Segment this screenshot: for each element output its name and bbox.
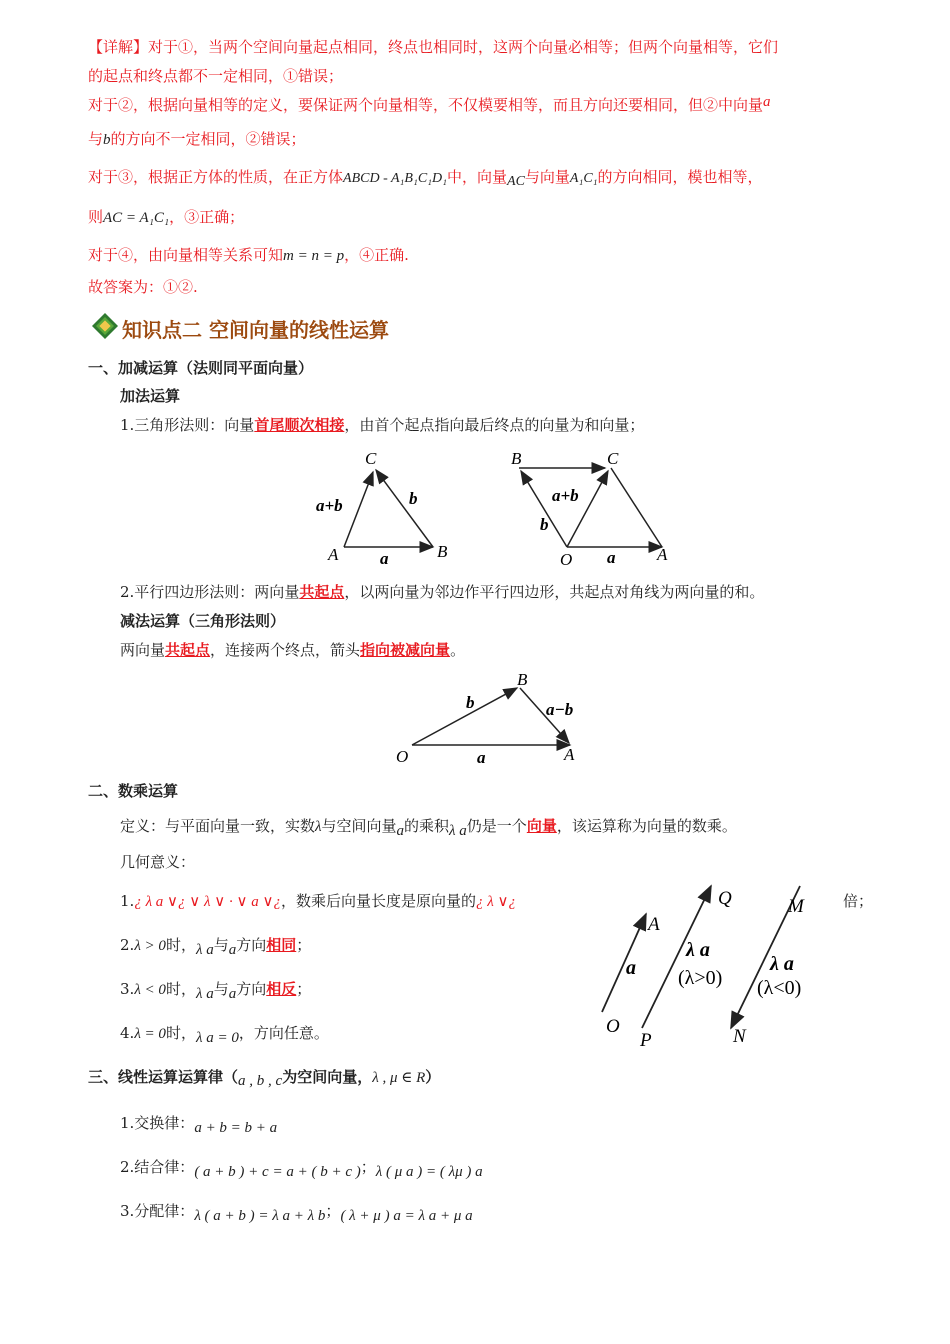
sub-label-diff: a−b: [546, 700, 574, 719]
explain-para-2a: 对于②，根据向量相等的定义，要保证两个向量相等，不仅模要相等，而且方向还要相同，但②中向量a: [88, 94, 771, 114]
sub-label-A: A: [564, 745, 575, 764]
para-label-A: A: [657, 545, 668, 564]
law-associative: 2.结合律：( a + b ) + c = a + ( b + c )；λ ( μ a ) = ( λμ ) a: [120, 1158, 483, 1180]
scalar-label-Q: Q: [718, 888, 732, 909]
geo-item-1-suffix: 倍；: [843, 892, 874, 910]
sub-label-b: b: [466, 693, 475, 712]
explain-para-1b: 的起点和终点都不一定相同，①错误；: [88, 67, 344, 85]
explain-tag: 【详解】: [88, 38, 149, 56]
scalar-label-la2: λ a: [770, 953, 794, 975]
tri-label-b: b: [409, 489, 418, 508]
sub-label-O: O: [396, 747, 409, 766]
scalar-label-M: M: [788, 896, 804, 917]
diamond-icon: [92, 312, 122, 342]
explain-para-4: 对于④，由向量相等关系可知m = n = p，④正确.: [88, 246, 409, 264]
sub-label-B: B: [517, 670, 528, 689]
explain-para-3b: 则AC = A₁C₁，③正确；: [88, 208, 245, 226]
para-label-C: C: [607, 449, 619, 468]
tri-label-B: B: [437, 542, 448, 561]
section-3-title: 三、线性运算运算律（a , b , c为空间向量，λ , μ ∈ R）: [88, 1068, 441, 1089]
tri-label-sum: a+b: [316, 496, 343, 515]
explain-para-2b: 与b的方向不一定相同，②错误；: [88, 130, 306, 148]
tri-label-a: a: [380, 549, 389, 568]
scalar-label-c2: (λ<0): [757, 977, 802, 999]
section-2-title: 二、数乘运算: [88, 782, 179, 800]
scalar-label-c1: (λ>0): [678, 967, 723, 989]
scalar-label-A: A: [648, 914, 660, 935]
knowledge-title: 知识点二 空间向量的线性运算: [122, 318, 389, 342]
explain-para-1a: 【详解】对于①，当两个空间向量起点相同，终点也相同时，这两个向量必相等；但两个向量相等，它们: [88, 38, 779, 56]
geo-item-3: 3.λ < 0时，λ a与a方向相反；: [120, 980, 312, 1002]
scalar-label-N: N: [733, 1026, 746, 1047]
parallelogram-rule-figure: [505, 446, 675, 571]
scalar-label-O: O: [606, 1016, 620, 1037]
triangle-rule: 1.三角形法则：向量首尾顺次相接，由首个起点指向最后终点的向量为和向量；: [120, 416, 645, 434]
law-distributive: 3.分配律：λ ( a + b ) = λ a + λ b；( λ + μ ) a = λ a + μ a: [120, 1202, 473, 1224]
add-title: 加法运算: [120, 387, 181, 405]
scalar-multiplication-figure: [592, 878, 840, 1050]
para-label-a: a: [607, 548, 616, 567]
explain-answer: 故答案为：①②.: [88, 278, 198, 296]
parallelogram-rule: 2.平行四边形法则：两向量共起点，以两向量为邻边作平行四边形，共起点对角线为两向量的和。: [120, 583, 765, 601]
triangle-rule-figure: [310, 446, 460, 571]
para-label-B: B: [511, 449, 522, 468]
sub-label-a: a: [477, 748, 486, 767]
law-commutative: 1.交换律：a + b = b + a: [120, 1114, 278, 1136]
explain-para-3a: 对于③，根据正方体的性质，在正方体ABCD - A₁B₁C₁D₁中，向量AC与向量A₁C₁的方向相同，模也相等，: [88, 168, 763, 189]
scalar-label-la1: λ a: [686, 939, 710, 961]
tri-label-C: C: [365, 449, 377, 468]
para-label-O: O: [560, 550, 573, 569]
scalar-definition: 定义：与平面向量一致，实数λ与空间向量a的乘积λ a仍是一个向量，该运算称为向量的数乘。: [120, 817, 737, 839]
sub-title: 减法运算（三角形法则）: [120, 612, 286, 630]
geo-item-1: 1.¿ λ a ∨¿ ∨ λ ∨ · ∨ a ∨¿，数乘后向量长度是原向量的¿ λ ∨¿: [120, 892, 516, 910]
geometric-meaning: 几何意义：: [120, 853, 196, 871]
scalar-label-a: a: [626, 957, 636, 979]
sub-rule: 两向量共起点，连接两个终点，箭头指向被减向量。: [120, 641, 466, 659]
subtraction-figure: [390, 668, 600, 770]
scalar-label-P: P: [640, 1030, 652, 1050]
para-label-b: b: [540, 515, 549, 534]
geo-item-4: 4.λ = 0时，λ a = 0，方向任意。: [120, 1024, 329, 1046]
section-1-title: 一、加减运算（法则同平面向量）: [88, 359, 314, 377]
tri-label-A: A: [328, 545, 339, 564]
geo-item-2: 2.λ > 0时，λ a与a方向相同；: [120, 936, 312, 958]
para-label-sum: a+b: [552, 486, 579, 505]
